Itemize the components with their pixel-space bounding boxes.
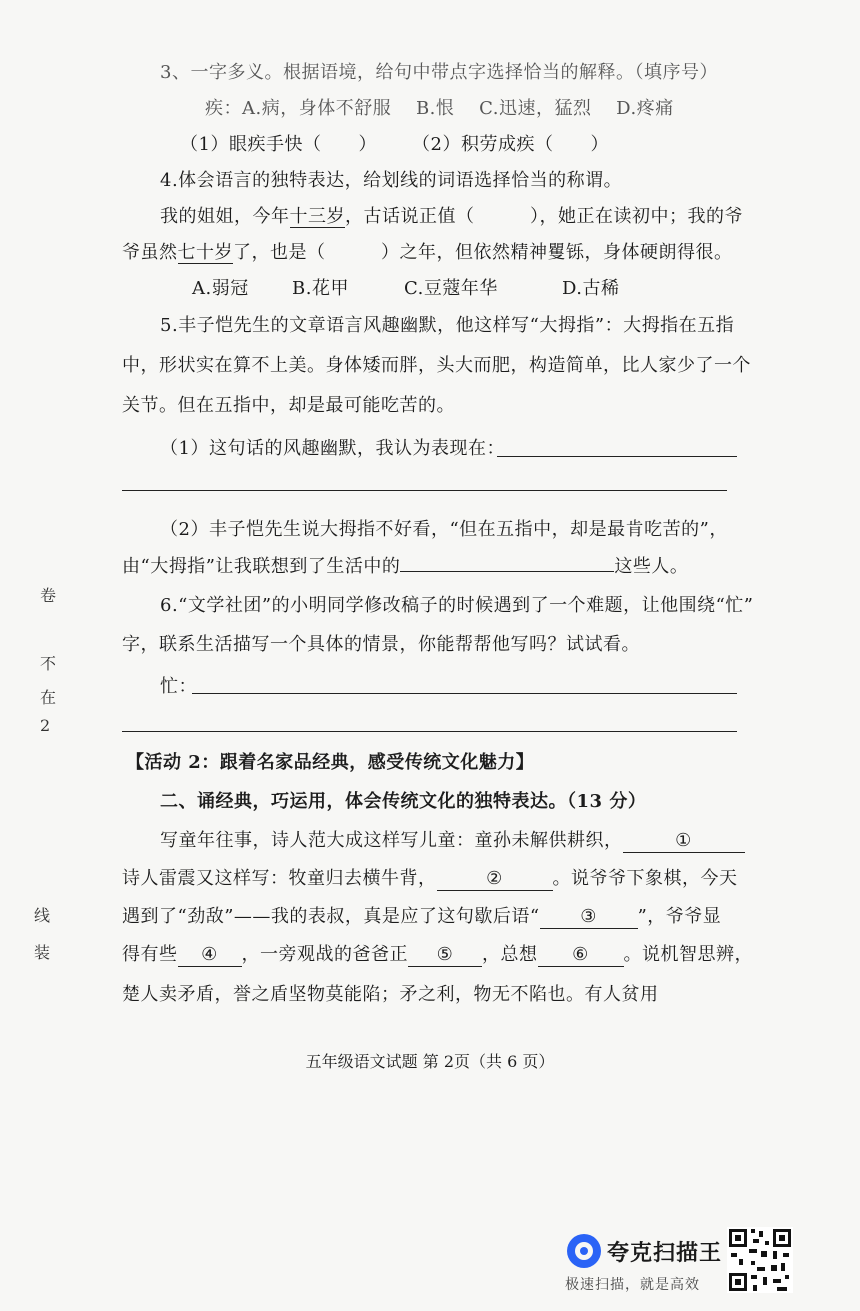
blank-4[interactable]: ④: [178, 944, 242, 967]
q3-options: 疾：A.病，身体不舒服 B.恨 C.迅速，猛烈 D.疼痛: [205, 98, 674, 119]
q4-option-a: A.弱冠: [192, 278, 249, 299]
q5-line1: 5.丰子恺先生的文章语言风趣幽默，他这样写“大拇指”：大拇指在五指: [160, 315, 735, 336]
q4-option-b: B.花甲: [292, 278, 349, 299]
q4-option-c: C.豆蔻年华: [404, 278, 498, 299]
activity2-heading: 【活动 2：跟着名家品经典，感受传统文化魅力】: [126, 752, 535, 773]
section2-line1: 写童年往事，诗人范大成这样写儿童：童孙未解供耕织， ①: [160, 828, 745, 854]
qr-code-icon: [727, 1227, 793, 1293]
page-footer: 五年级语文试题 第 2页（共 6 页）: [305, 1052, 555, 1071]
binding-mark: 在: [40, 688, 57, 707]
q4-line2: 爷虽然七十岁了，也是（ ）之年，但依然精神矍铄，身体硬朗得很。: [122, 242, 733, 263]
q3-sub1: （1）眼疾手快（ ）: [180, 134, 377, 155]
quark-logo-icon: [567, 1234, 601, 1268]
answer-line[interactable]: [497, 456, 737, 457]
binding-mark: 2: [40, 716, 51, 735]
binding-mark: 线: [34, 906, 51, 925]
q5-sub2-line2: 由“大拇指”让我联想到了生活中的 这些人。: [122, 553, 688, 580]
binding-mark: 不: [40, 654, 57, 673]
binding-mark: 装: [34, 943, 51, 962]
watermark-subtitle: 极速扫描，就是高效: [565, 1277, 700, 1293]
answer-blank[interactable]: [400, 553, 614, 572]
blank-1[interactable]: ①: [623, 830, 745, 853]
blank-3[interactable]: ③: [540, 906, 638, 929]
scanner-watermark: [563, 1230, 723, 1296]
answer-line[interactable]: [122, 731, 737, 732]
underlined-age-70: 七十岁: [177, 242, 233, 263]
section2-line5: 楚人卖矛盾，誉之盾坚物莫能陷；矛之利，物无不陷也。有人贫用: [122, 984, 659, 1005]
q3-sub2: （2）积劳成疾（ ）: [412, 134, 609, 155]
q6-line1: 6.“文学社团”的小明同学修改稿子的时候遇到了一个难题，让他围绕“忙”: [160, 595, 754, 616]
blank-6[interactable]: ⑥: [538, 944, 624, 967]
section2-title: 二、诵经典，巧运用，体会传统文化的独特表达。（13 分）: [160, 791, 647, 812]
q4-header: 4.体会语言的独特表达，给划线的词语选择恰当的称谓。: [160, 170, 623, 191]
q6-line2: 字，联系生活描写一个具体的情景，你能帮帮他写吗？试试看。: [122, 634, 640, 655]
section2-line3: 遇到了“劲敌”——我的表叔，真是应了这句歇后语“ ③ ”，爷爷显: [122, 906, 722, 927]
q4-option-d: D.古稀: [562, 278, 620, 299]
q6-label: 忙：: [160, 676, 197, 697]
q5-sub2-line1: （2）丰子恺先生说大拇指不好看，“但在五指中，却是最肯吃苦的”，: [160, 519, 728, 540]
section2-line4: 得有些 ④ ，一旁观战的爸爸正 ⑤ ，总想 ⑥ 。说机智思辨，: [122, 944, 753, 965]
answer-line[interactable]: [122, 490, 727, 491]
q4-line1: 我的姐姐，今年十三岁，古话说正值（ ），她正在读初中；我的爷: [160, 206, 743, 227]
blank-2[interactable]: ②: [437, 868, 553, 891]
answer-line[interactable]: [192, 693, 737, 694]
q5-sub1: （1）这句话的风趣幽默，我认为表现在：: [160, 438, 505, 459]
underlined-age-13: 十三岁: [289, 206, 345, 227]
blank-5[interactable]: ⑤: [408, 944, 482, 967]
section2-line2: 诗人雷震又这样写：牧童归去横牛背， ② 。说爷爷下象棋，今天: [122, 868, 738, 889]
binding-mark: 卷: [40, 586, 57, 605]
q5-line2: 中，形状实在算不上美。身体矮而胖，头大而肥，构造简单，比人家少了一个: [122, 355, 751, 376]
watermark-title: 夸克扫描王: [607, 1241, 723, 1266]
q3-header: 3、一字多义。根据语境，给句中带点字选择恰当的解释。（填序号）: [160, 62, 718, 83]
q5-line3: 关节。但在五指中，却是最可能吃苦的。: [122, 395, 455, 416]
